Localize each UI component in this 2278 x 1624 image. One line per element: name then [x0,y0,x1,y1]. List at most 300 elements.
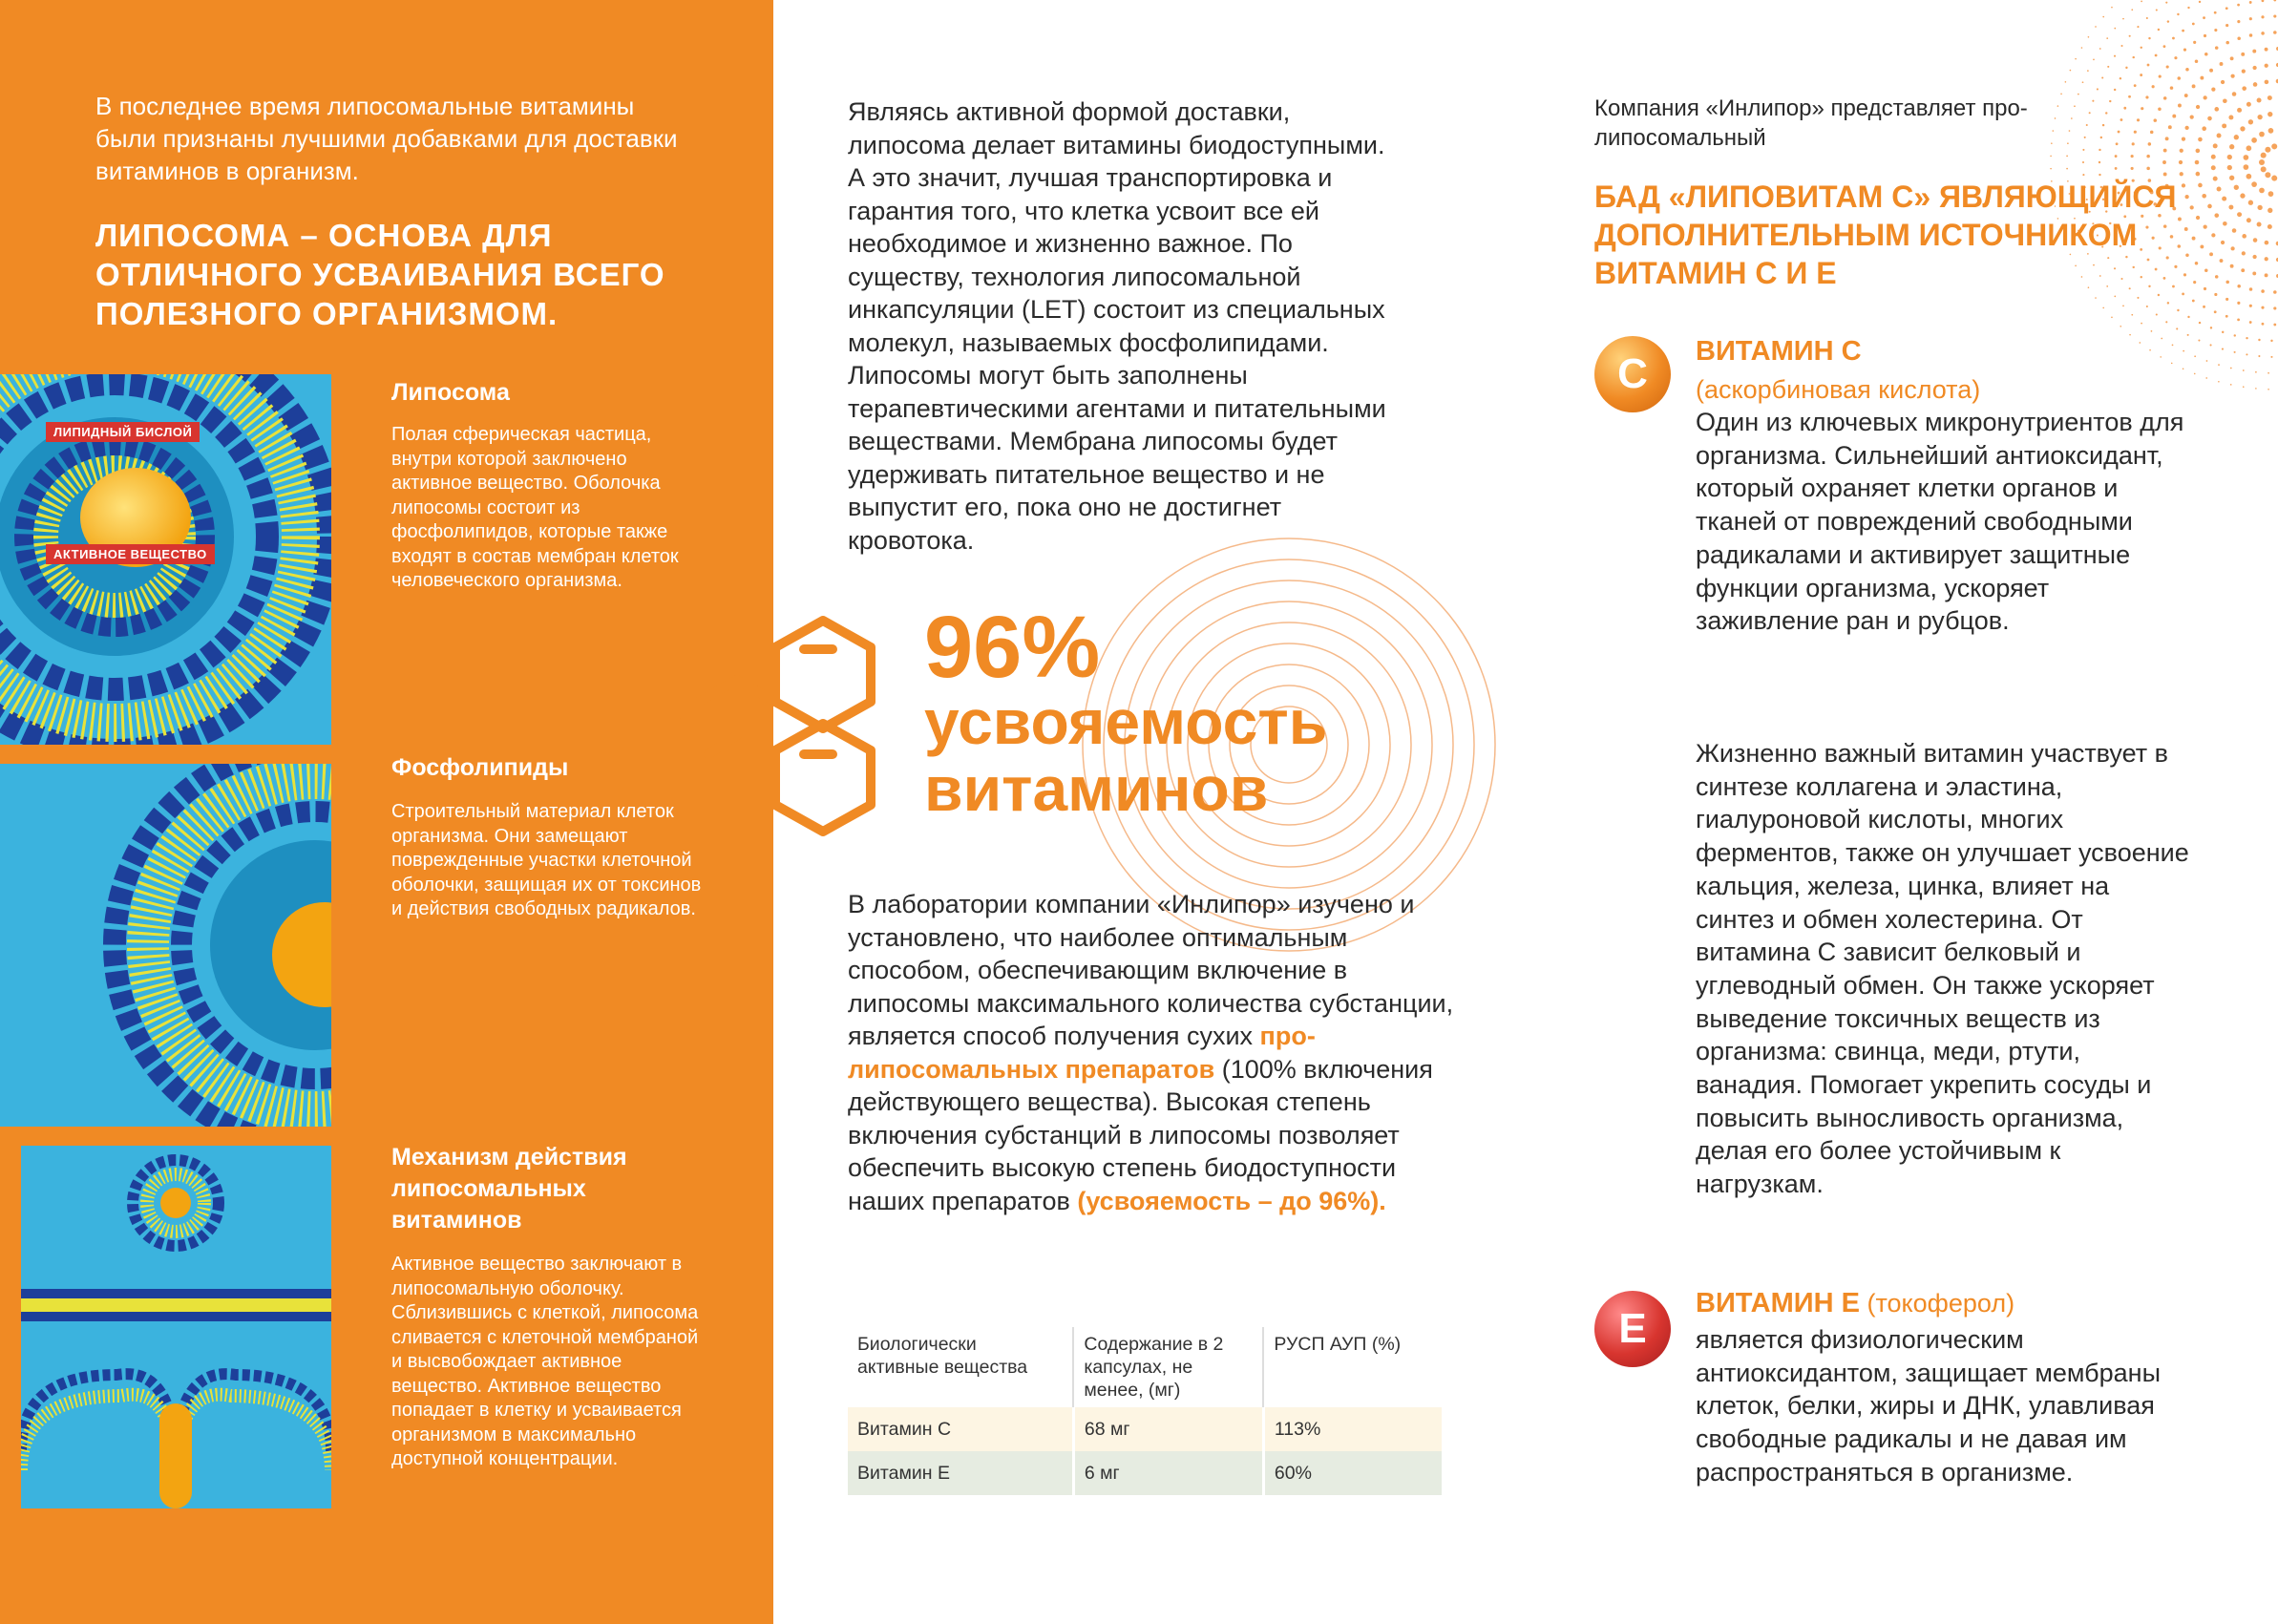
burst-dot [2106,37,2108,39]
burst-dot [2129,334,2131,336]
burst-dot [2217,134,2222,138]
burst-dot [2251,137,2257,143]
burst-dot [2234,135,2239,139]
burst-dot [2240,126,2245,131]
burst-dot [2237,212,2242,217]
burst-dot [2253,238,2258,243]
burst-dot [2253,82,2258,87]
table-header: Содержание в 2 капсулах, не менее, (мг) [1073,1327,1263,1407]
burst-dot [2109,100,2111,102]
burst-dot [2242,86,2246,91]
burst-dot [2131,167,2134,170]
burst-dot [2215,46,2219,50]
burst-dot [2182,137,2185,140]
burst-dot [2099,161,2100,163]
burst-dot [2114,89,2116,91]
burst-dot [2265,48,2268,52]
burst-dot [2178,104,2182,108]
table-header-row [848,1327,1442,1407]
burst-dot [2200,76,2204,80]
burst-dot [2167,302,2169,304]
paragraph-2-start: В лаборатории компании «Инлипор» изучено и установлено, что наиболее оптимальным способом, обеспечивающим включение в липосомы максимального количества субстанции, является способ получения сухих [848,890,1454,1050]
burst-dot [2140,74,2142,76]
burst-dot [2163,96,2167,100]
burst-dot [2246,145,2252,151]
paragraph-2-mid: (100% включения действующего вещества). Высокая степень включения субстанций в липосомы позволяет обеспечить высокую степень биодоступности наших препаратов [848,1054,1433,1215]
burst-dot [2102,307,2104,309]
burst-dot [2267,224,2272,229]
stat-value: 96% [924,599,1101,696]
section-text-phospholipids: Строительный материал клеток организма. Они замещают поврежденные участки клеточной оболочки, защищая их от токсинов и действия свободных радикалов. [391,801,702,919]
burst-dot [2242,251,2246,255]
burst-dot [2265,64,2268,68]
burst-dot [2267,372,2269,374]
burst-dot [2220,259,2224,263]
burst-dot [2134,131,2137,134]
burst-dot [2184,94,2188,97]
burst-dot [2255,371,2257,373]
burst-dot [2141,47,2142,49]
burst-dot [2241,53,2245,56]
burst-dot [2232,92,2237,96]
burst-dot [2218,381,2220,383]
burst-dot [2081,47,2083,49]
burst-dot [2237,302,2240,305]
burst-dot [2248,200,2253,205]
burst-dot [2093,59,2095,61]
burst-dot [2131,155,2134,158]
burst-dot [2137,26,2139,28]
burst-dot [2273,290,2277,294]
burst-dot [2180,149,2183,153]
burst-dot [2199,322,2201,324]
burst-dot [2246,102,2251,107]
burst-dot [2165,2,2167,4]
burst-dot [2265,241,2269,245]
burst-dot [2141,107,2143,110]
burst-dot [2244,164,2249,170]
burst-dot [2214,11,2217,14]
burst-dot [2237,37,2241,41]
burst-dot [2259,159,2265,165]
burst-dot [2252,66,2256,70]
burst-dot [2242,70,2246,74]
vitamin-e-text: является физиологическим антиоксидантом, защищает мембраны клеток, белки, жиры и ДНК, улавливая свободные радикалы и не давая им распространяться в организме. [1696,1325,2161,1487]
burst-dot [2210,344,2212,346]
lipid-bilayer-label: ЛИПИДНЫЙ БИСЛОЙ [46,422,200,442]
burst-dot [2246,174,2252,179]
burst-dot [2156,313,2158,315]
burst-dot [2222,331,2224,333]
burst-dot [2237,108,2242,113]
burst-dot [2222,348,2224,350]
burst-dot [2262,0,2265,2]
burst-dot [2158,108,2162,112]
burst-dot [2268,128,2274,134]
burst-dot [2174,56,2177,59]
burst-dot [2115,155,2118,158]
burst-dot [2167,20,2169,22]
burst-dot [2230,264,2234,268]
burst-dot [2092,100,2094,102]
burst-dot [2267,95,2272,100]
burst-dot [2248,119,2253,124]
table-cell: 113% [1263,1407,1442,1451]
burst-dot [2229,144,2234,149]
burst-dot [2100,137,2102,138]
burst-dot [2050,168,2052,170]
burst-dot [2114,296,2116,298]
burst-dot [2271,176,2277,181]
burst-dot [2203,16,2205,19]
burst-dot [2273,306,2276,309]
burst-dot [2159,74,2162,77]
burst-dot [2087,70,2089,72]
burst-dot [2221,80,2225,84]
burst-dot [2158,294,2160,296]
burst-dot [2211,88,2215,92]
burst-dot [2217,187,2222,192]
burst-dot [2265,257,2268,261]
burst-dot [2237,20,2240,23]
burst-dot [2099,149,2100,151]
burst-dot [2177,309,2179,311]
burst-dot [2270,340,2272,342]
burst-dot [2240,193,2245,198]
burst-dot [2249,33,2253,37]
burst-dot [2178,76,2182,80]
burst-dot [2265,80,2269,85]
burst-dot [2118,131,2120,134]
burst-dot [2249,305,2252,307]
burst-dot [2162,160,2166,164]
burst-dot [2102,124,2104,126]
burst-dot [2243,386,2245,388]
table-cell: 68 мг [1073,1407,1263,1451]
burst-dot [2101,76,2103,78]
burst-dot [2257,222,2262,227]
burst-dot [2187,334,2189,336]
burst-dot [2137,118,2140,121]
burst-dot [2267,208,2272,213]
burst-dot [2182,293,2184,296]
burst-dot [2172,345,2174,347]
burst-dot [2211,165,2216,170]
burst-dot [2179,160,2183,164]
burst-dot [2196,172,2201,177]
burst-dot [2251,181,2257,187]
burst-dot [2156,9,2158,11]
burst-dot [2246,337,2247,339]
burst-dot [2147,64,2150,67]
burst-dot [2099,48,2101,50]
burst-dot [2114,55,2116,57]
mechanism-image [21,1146,331,1508]
burst-dot [2252,50,2256,53]
left-panel [0,0,773,1624]
intro-text: В последнее время липосомальные витамины были признаны лучшими добавками для доставки витаминов в организм. [95,92,678,185]
burst-dot [2182,30,2184,32]
burst-dot [2132,142,2135,145]
section-title-mechanism: Механизм действия липосомальных витаминов [391,1144,627,1234]
burst-dot [2150,131,2154,135]
burst-dot [2271,143,2277,149]
burst-dot [2225,24,2228,27]
burst-dot [2229,176,2234,180]
table-row [848,1451,1442,1495]
middle-paragraph-1: Являясь активной формой доставки, липосома делает витамины биодоступными. А это значит, лучшая транспортировка и гарантия того, что клетка усвоит все ей необходимое и жизненно важное. По существу, технология липосомальной инкапсуляции (LET) состоит из специальных молекул, называемых фосфолипидами. Липосомы могут быть заполнены терапевтическими агентами и питательными веществами. Мембрана липосомы будет удерживать питательное вещество и не выпустит его, пока оно не достигнет кровотока. [848,97,1386,555]
table-row [848,1407,1442,1451]
vitamin-c-subtitle: (аскорбиновая кислота) [1696,375,1981,404]
burst-dot [2214,293,2217,296]
section-title-liposome: Липосома [391,379,510,406]
burst-dot [2172,37,2175,40]
burst-dot [2273,0,2276,1]
burst-dot [2227,155,2232,159]
burst-dot [2243,369,2245,371]
burst-dot [2088,36,2090,38]
section-title-phospholipids: Фосфолипиды [391,754,569,781]
burst-dot [2246,218,2251,222]
burst-dot [2225,315,2228,318]
burst-dot [2134,84,2137,87]
vitamin-c-badge: C [1594,336,1671,412]
burst-dot [2267,389,2269,390]
burst-dot [2193,41,2196,44]
burst-dot [2237,4,2240,7]
burst-dot [2195,59,2199,63]
burst-dot [2207,204,2212,209]
burst-dot [2261,166,2267,172]
burst-dot [2097,88,2099,90]
burst-dot [2246,353,2247,355]
burst-dot [2244,155,2249,160]
burst-dot [2222,197,2226,201]
burst-dot [2190,115,2194,118]
burst-dot [2120,45,2122,47]
burst-dot [2196,105,2200,109]
burst-dot [2230,246,2234,250]
burst-dot [2257,205,2262,210]
burst-dot [2166,65,2169,68]
burst-dot [2211,233,2215,237]
burst-dot [2187,7,2189,9]
burst-dot [2120,118,2123,121]
burst-dot [2218,364,2220,366]
burst-dot [2123,107,2126,110]
burst-dot [2183,49,2186,52]
table-cell: Витамин С [857,1418,952,1440]
burst-dot [2228,115,2233,119]
burst-dot [2234,185,2239,190]
burst-dot [2214,107,2219,112]
right-intro: Компания «Инлипор» представляет про-липосомальный [1594,95,2028,151]
burst-dot [2227,165,2232,170]
burst-dot [2255,388,2257,390]
burst-dot [2273,324,2276,327]
burst-dot [2185,68,2189,72]
burst-dot [2120,77,2121,79]
burst-dot [2114,28,2116,30]
burst-dot [2234,351,2236,353]
burst-dot [2095,26,2097,28]
burst-dot [2199,1,2201,3]
burst-dot [2151,330,2153,332]
burst-dot [2128,95,2131,98]
burst-dot [2122,305,2124,306]
burst-dot [2131,9,2133,11]
phospholipid-illustration [0,764,331,1127]
burst-dot [2132,56,2134,58]
burst-dot [2115,167,2118,170]
burst-dot [2105,112,2107,114]
burst-dot [2192,23,2195,26]
burst-dot [2210,327,2212,328]
burst-dot [2241,268,2245,272]
burst-dot [2198,137,2203,142]
burst-dot [2116,142,2119,145]
section-text-mechanism: Активное вещество заключают в липосомальную оболочку. Сблизившись с клеткой, липосома сливается с клеточной мембраной и высвобождает активное вещество. Активное вещество попадает в клетку и усваивается организмом в максимально доступной концентрации. [391,1254,699,1469]
burst-dot [2204,34,2206,37]
burst-dot [2267,112,2272,116]
burst-dot [2163,149,2167,153]
burst-dot [2066,168,2068,170]
burst-dot [2207,116,2212,121]
vitamin-e-heading [1696,1287,2192,1320]
molecule-icon [680,611,918,840]
burst-dot [2165,137,2169,140]
vitamin-c-text-1: Один из ключевых микронутриентов для организма. Сильнейший антиоксидант, который охраняет клетки органов и тканей от повреждений свободными радикалами и активирует защитные функции организма, ускоряет заживление ран и рубцов. [1696,408,2184,636]
burst-dot [2225,41,2229,45]
burst-dot [2228,205,2233,210]
vitamin-table [848,1327,1442,1495]
burst-dot [2209,69,2213,73]
burst-dot [2152,85,2155,88]
burst-dot [2230,384,2232,386]
burst-dot [2129,35,2131,37]
burst-dot [2258,339,2260,341]
table-header: РУСП АУП (%) [1263,1327,1442,1407]
burst-dot [2066,156,2068,158]
burst-dot [2222,123,2226,128]
burst-dot [2261,32,2265,35]
burst-dot [2230,368,2232,369]
burst-dot [2165,321,2167,323]
burst-dot [2120,326,2121,327]
burst-dot [2225,7,2228,10]
burst-dot [2183,368,2184,369]
burst-dot [2140,342,2141,344]
liposome-image [0,374,331,745]
burst-dot [2258,355,2260,357]
burst-dot [2099,174,2100,176]
burst-dot [2183,350,2184,352]
burst-dot [2249,321,2252,324]
burst-dot [2160,356,2162,358]
burst-dot [2270,356,2272,358]
burst-dot [2273,14,2276,17]
burst-dot [2161,338,2162,340]
burst-dot [2249,287,2253,291]
burst-dot [2225,281,2229,285]
paragraph-2-end: (усвояемость – до 96%). [1077,1186,1386,1215]
burst-dot [2214,213,2219,218]
burst-dot [2205,377,2207,379]
burst-dot [2170,86,2174,90]
vitamin-c-text-2: Жизненно важный витамин участвует в синтезе коллагена и эластина, гиалуроновой кислоты, многих ферментов, также он улучшает усвоение кальция, железа, цинка, влияет на синтез и обмен холестерина. От витамина С зависит белковый и углеводный обмен. Он также ускоряет выведение токсичных веществ из организма: свинца, меди, ртути, ванадия. Помогает укрепить сосуды и повысить выносливость организма, делая его более устойчивым к нагрузкам. [1696,739,2189,1199]
burst-dot [2177,13,2179,15]
burst-dot [2203,306,2205,308]
burst-dot [2146,167,2150,171]
burst-dot [2261,289,2265,293]
burst-dot [2146,306,2148,307]
phospholipid-image [0,764,331,1127]
burst-dot [2234,334,2236,336]
burst-dot [2223,98,2227,103]
burst-dot [2137,297,2139,299]
burst-dot [2204,53,2208,56]
section-text-liposome: Полая сферическая частица, внутри которой заключено активное вещество. Оболочка липосомы состоит из фосфолипидов, которые также входят в состав мембран клеток человеческого организма. [391,424,679,591]
burst-dot [2187,316,2189,318]
table-cell: 6 мг [1073,1451,1263,1495]
burst-dot [2148,142,2152,146]
burst-dot [2268,191,2274,197]
mechanism-illustration [21,1146,331,1508]
burst-dot [2230,56,2234,60]
burst-dot [2141,323,2142,325]
burst-dot [2075,58,2077,60]
burst-dot [2146,17,2148,19]
burst-dot [2146,155,2150,158]
burst-dot [2154,118,2158,122]
burst-dot [2209,252,2213,256]
burst-dot [2211,155,2216,159]
burst-dot [2176,327,2178,329]
middle-paragraph-2 [848,888,1459,1217]
burst-dot [2252,271,2256,275]
burst-dot [2257,98,2262,103]
burst-dot [2185,126,2189,130]
burst-dot [2195,160,2200,165]
burst-dot [2265,273,2268,277]
burst-dot [2261,15,2264,18]
burst-dot [2215,275,2219,279]
burst-dot [2249,17,2252,20]
burst-dot [2111,7,2113,9]
vitamin-e-badge: E [1594,1291,1671,1367]
burst-dot [2265,172,2270,178]
vitamin-c-title: ВИТАМИН С [1696,336,1862,367]
burst-dot [2261,153,2267,158]
burst-dot [2259,132,2265,137]
burst-dot [2168,125,2172,129]
right-headline: БАД «ЛИПОВИТАМ С» ЯВЛЯЮЩИЙСЯ ДОПОЛНИТЕЛЬНЫМ ИСТОЧНИКОМ ВИТАМИН С И Е [1594,179,2177,290]
burst-dot [2221,241,2225,244]
burst-dot [2155,54,2158,57]
burst-dot [2242,234,2246,239]
burst-dot [2198,340,2200,342]
burst-dot [2237,285,2241,288]
burst-dot [2196,149,2201,154]
burst-dot [2206,360,2208,362]
burst-dot [2273,31,2277,34]
burst-dot [2257,115,2262,119]
burst-dot [2261,306,2264,309]
burst-dot [2102,16,2104,18]
paragraph-2-highlight: про-липосомальных препаратов [848,1022,1316,1084]
table-header: Биологически активные вещества [857,1334,1028,1378]
burst-dot [2131,314,2133,316]
